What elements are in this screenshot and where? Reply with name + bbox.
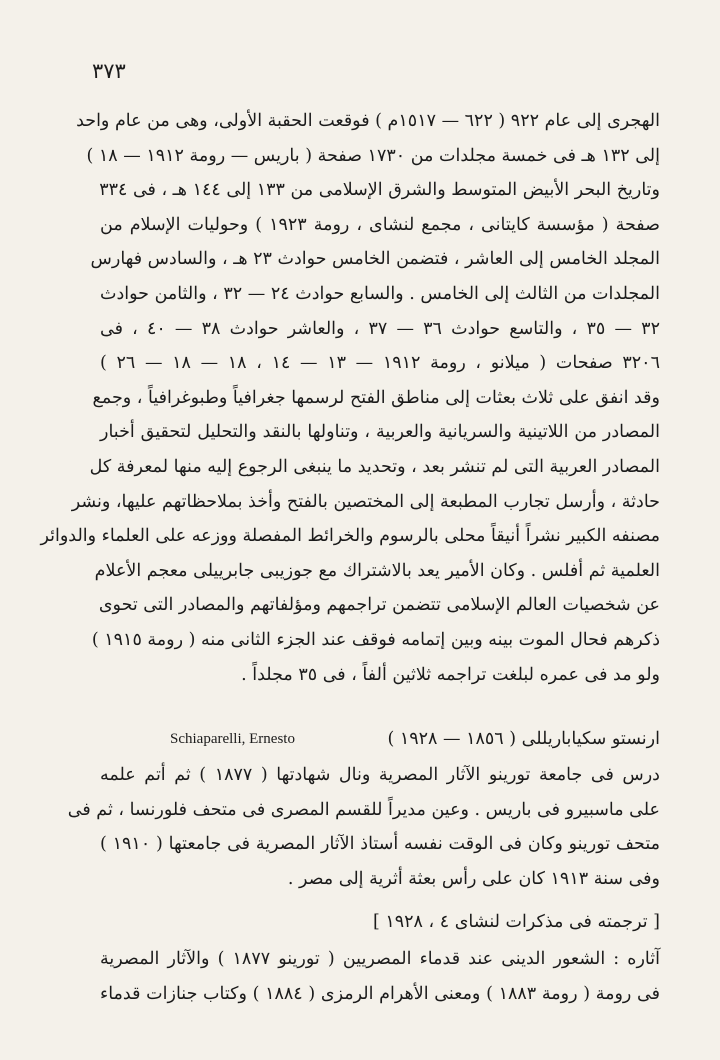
text-line: صفحة ( مؤسسة كايتانى ، مجمع لنشاى ، رومة ١٩٢٣ ) وحوليات الإسلام من — [100, 214, 660, 235]
text-line: حادثة ، وأرسل تجارب المطبعة إلى المختصين بالفتح وأخذ بملاحظاتهم عليها، ونشر — [71, 491, 660, 512]
paragraph-caetani-works — [40, 104, 660, 692]
entry-heading-latin: Schiaparelli, Ernesto — [170, 731, 295, 747]
text-line: المجلدات من الثالث إلى الخامس . والسابع حوادث ٢٤ — ٣٢ ، والثامن حوادث — [100, 283, 660, 304]
text-line: ولو مد فى عمره لبلغت تراجمه ثلاثين ألفاً ، فى ٣٥ مجلداً . — [241, 664, 660, 685]
text-line: ذكرهم فحال الموت بينه وبين إتمامه فوقف عند الجزء الثانى منه ( رومة ١٩١٥ ) — [91, 629, 660, 650]
text-line: ٣٢٠٦ صفحات ( ميلانو ، رومة ١٩١٢ — ١٣ — ١٤ ، ١٨ — ١٨ — ٢٦ ) — [100, 353, 660, 374]
entry-heading — [170, 722, 660, 756]
text-line: عن شخصيات العالم الإسلامى تتضمن تراجمهم ومؤلفاتهم والمصادر التى تحوى — [98, 595, 660, 616]
text-line: المصادر العربية التى لم تنشر بعد ، وتحديد ما ينبغى الرجوع إليه منها لمعرفة كل — [89, 456, 660, 477]
text-line: درس فى جامعة تورينو الآثار المصرية ونال شهادتها ( ١٨٧٧ ) ثم أتم علمه — [100, 765, 660, 785]
biography-note: [ ترجمته فى مذكرات لنشاى ٤ ، ١٩٢٨ ] — [372, 912, 660, 932]
text-line: إلى ١٣٢ هـ فى خمسة مجلدات من ١٧٣٠ صفحة ( باريس — رومة ١٩١٢ — ١٨ ) — [86, 145, 660, 166]
text-line: المجلد الخامس إلى العاشر ، فتضمن الخامس حوادث ٢٣ هـ ، والسادس فهارس — [90, 249, 660, 270]
text-line: المصادر من اللاتينية والسريانية والعربية ، وتناولها بالنقد والتحليل لتحقيق أخبار — [100, 422, 660, 443]
text-line: ٣٢ — ٣٥ ، والتاسع حوادث ٣٦ — ٣٧ ، والعاشر حوادث ٣٨ — ٤٠ ، فى — [100, 318, 660, 339]
entry-heading-arabic: ارنستو سكياباريللى ( ١٨٥٦ — ١٩٢٨ ) — [387, 729, 660, 749]
text-line: وتاريخ البحر الأبيض المتوسط والشرق الإسلامى من ١٣٣ إلى ١٤٤ هـ ، فى ٣٣٤ — [99, 180, 660, 201]
text-line: الهجرى إلى عام ٩٢٢ ( ٦٢٢ — ١٥١٧م ) فوقعت الحقبة الأولى، وهى من عام واحد — [76, 111, 660, 131]
text-line: فى رومة ( رومة ١٨٨٣ ) ومعنى الأهرام الرمزى ( ١٨٨٤ ) وكتاب جنازات قدماء — [100, 983, 660, 1004]
paragraph-schiaparelli-bio — [67, 758, 660, 896]
text-line: مصنفه الكبير نشراً أنيقاً محلى بالرسوم والخرائط المفصلة ووزعه على العلماء والدوائر — [40, 526, 660, 547]
text-line: وفى سنة ١٩١٣ كان على رأس بعثة أثرية إلى مصر . — [287, 868, 660, 889]
text-line: على ماسبيرو فى باريس . وعين مديراً للقسم المصرى فى متحف فلورنسا ، ثم فى — [67, 799, 660, 820]
text-line: العلمية ثم أفلس . وكان الأمير يعد بالاشتراك مع جوزيبى جابرييلى معجم الأعلام — [94, 560, 660, 581]
text-line: آثاره : الشعور الدينى عند قدماء المصريين ( تورينو ١٨٧٧ ) والآثار المصرية — [100, 949, 660, 969]
page-number: ٣٧٣ — [92, 59, 126, 83]
text-line: متحف تورينو وكان فى الوقت نفسه أستاذ الآثار المصرية فى جامعتها ( ١٩١٠ ) — [100, 834, 660, 855]
text-line: وقد انفق على ثلاث بعثات إلى مناطق الفتح لرسمها جغرافياً وطبوغرافياً ، وجمع — [92, 387, 660, 408]
paragraph-schiaparelli-works — [100, 942, 660, 1011]
